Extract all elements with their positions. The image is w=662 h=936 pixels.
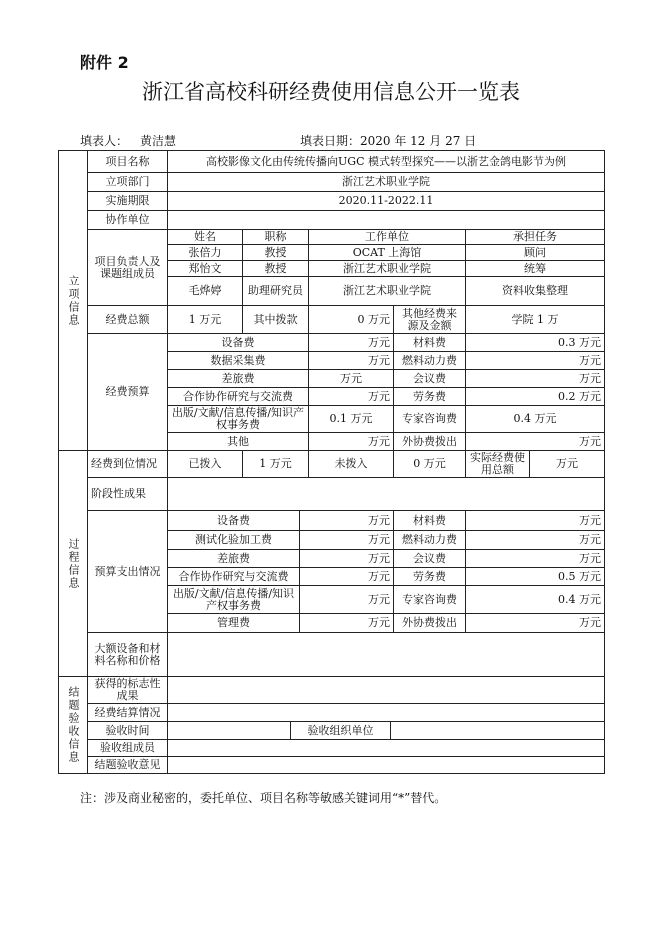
stage-label: 阶段性成果 (87, 477, 168, 511)
spend-value: 0.5 万元 (465, 567, 605, 586)
other-value: 学院 1 万 (465, 305, 605, 334)
large-value (167, 632, 605, 677)
budget-item: 燃料动力费 (393, 351, 466, 370)
arrival-label: 经费到位情况 (87, 450, 168, 478)
budget-value: 0.2 万元 (465, 387, 605, 406)
team-header: 承担任务 (465, 229, 605, 245)
result-value (167, 676, 605, 704)
spend-item: 材料费 (393, 510, 466, 531)
budget-item: 出版/文献/信息传播/知识产权事务费 (167, 405, 309, 433)
org-label: 验收组织单位 (290, 721, 391, 740)
spend-value: 万元 (299, 510, 394, 531)
spend-item: 劳务费 (393, 567, 466, 586)
budget-value: 0.3 万元 (465, 333, 605, 352)
coop-value (167, 210, 605, 230)
in-label: 已拨入 (167, 450, 243, 478)
grant-label: 其中拨款 (242, 305, 309, 334)
spend-value: 万元 (299, 613, 394, 633)
budget-value: 万元 (308, 333, 394, 352)
budget-item: 专家咨询费 (393, 405, 466, 433)
budget-item: 材料费 (393, 333, 466, 352)
team-cell: 毛烨婷 (167, 276, 243, 306)
team-header: 工作单位 (308, 229, 466, 245)
spend-value: 0.4 万元 (465, 585, 605, 614)
team-cell: 教授 (242, 244, 309, 261)
result-label: 获得的标志性成果 (87, 676, 168, 704)
time-label: 验收时间 (87, 721, 168, 740)
actual-value: 万元 (529, 450, 605, 478)
budget-label: 经费预算 (87, 333, 168, 451)
budget-item: 设备费 (167, 333, 309, 352)
org-value (390, 721, 605, 740)
settle-label: 经费结算情况 (87, 703, 168, 722)
team-cell: 浙江艺术职业学院 (308, 260, 466, 277)
spend-value: 万元 (465, 530, 605, 550)
name-value: 高校影像文化由传统传播向UGC 模式转型探究——以浙艺金鸽电影节为例 (167, 150, 605, 173)
dept-value: 浙江艺术职业学院 (167, 172, 605, 192)
team-cell: 顾问 (465, 244, 605, 261)
grant-value: 0 万元 (308, 305, 394, 334)
period-label: 实施期限 (87, 191, 168, 211)
team-cell: 统筹 (465, 260, 605, 277)
spend-label: 预算支出情况 (87, 510, 168, 633)
spend-item: 管理费 (167, 613, 300, 633)
budget-value: 万元 (308, 432, 394, 451)
section-label: 结题验收信息 (58, 676, 88, 774)
spend-item: 燃料动力费 (393, 530, 466, 550)
team-cell: 郑怡文 (167, 260, 243, 277)
team-cell: 资料收集整理 (465, 276, 605, 306)
budget-item: 外协费拨出 (393, 432, 466, 451)
filler-name: 黄洁慧 (140, 134, 177, 148)
budget-item: 合作协作研究与交流费 (167, 387, 309, 406)
name-label: 项目名称 (87, 150, 168, 173)
large-label: 大额设备和材料名称和价格 (87, 632, 168, 677)
settle-value (167, 703, 605, 722)
team-label: 项目负责人及课题组成员 (87, 229, 168, 306)
footnote: 注：涉及商业秘密的，委托单位、项目名称等敏感关键词用“*”替代。 (80, 791, 447, 805)
team-cell: 助理研究员 (242, 276, 309, 306)
total-label: 经费总额 (87, 305, 168, 334)
notin-value: 0 万元 (393, 450, 466, 478)
spend-value: 万元 (299, 567, 394, 586)
budget-value: 万元 (308, 387, 394, 406)
time-value (167, 721, 291, 740)
team-cell: 张倍力 (167, 244, 243, 261)
fill-date: 填表日期：2020 年 12 月 27 日 (300, 134, 477, 148)
spend-value: 万元 (299, 530, 394, 550)
budget-value: 万元 (465, 351, 605, 370)
budget-item: 数据采集费 (167, 351, 309, 370)
section-label: 过程信息 (58, 450, 88, 677)
spend-value: 万元 (299, 549, 394, 568)
budget-value: 万元 (308, 369, 394, 388)
budget-item: 会议费 (393, 369, 466, 388)
spend-item: 设备费 (167, 510, 300, 531)
total-value: 1 万元 (167, 305, 243, 334)
team-header: 职称 (242, 229, 309, 245)
team-cell: 浙江艺术职业学院 (308, 276, 466, 306)
spend-item: 专家咨询费 (393, 585, 466, 614)
budget-item: 劳务费 (393, 387, 466, 406)
opinion-label: 结题验收意见 (87, 756, 168, 774)
budget-item: 差旅费 (167, 369, 309, 388)
members-value (167, 739, 605, 757)
other-label: 其他经费来源及金额 (393, 305, 466, 334)
budget-value: 0.1 万元 (308, 405, 394, 433)
opinion-value (167, 756, 605, 774)
period-value: 2020.11-2022.11 (167, 191, 605, 211)
actual-label: 实际经费使用总额 (465, 450, 530, 478)
section-label: 立项信息 (58, 150, 88, 451)
coop-label: 协作单位 (87, 210, 168, 230)
in-value: 1 万元 (242, 450, 309, 478)
budget-value: 0.4 万元 (465, 405, 605, 433)
spend-item: 会议费 (393, 549, 466, 568)
spend-value: 万元 (465, 510, 605, 531)
spend-item: 合作协作研究与交流费 (167, 567, 300, 586)
spend-value: 万元 (299, 585, 394, 614)
budget-item: 其他 (167, 432, 309, 451)
spend-value: 万元 (465, 613, 605, 633)
budget-value: 万元 (465, 432, 605, 451)
budget-value: 万元 (465, 369, 605, 388)
team-cell: 教授 (242, 260, 309, 277)
spend-item: 测试化验加工费 (167, 530, 300, 550)
stage-value (167, 477, 605, 511)
notin-label: 未拨入 (308, 450, 394, 478)
attachment-label: 附件 2 (80, 53, 129, 72)
dept-label: 立项部门 (87, 172, 168, 192)
filler-label: 填表人： (80, 134, 129, 148)
budget-value: 万元 (308, 351, 394, 370)
spend-value: 万元 (465, 549, 605, 568)
page-title: 浙江省高校科研经费使用信息公开一览表 (142, 80, 520, 104)
spend-item: 出版/文献/信息传播/知识产权事务费 (167, 585, 300, 614)
spend-item: 外协费拨出 (393, 613, 466, 633)
team-cell: OCAT 上海馆 (308, 244, 466, 261)
spend-item: 差旅费 (167, 549, 300, 568)
team-header: 姓名 (167, 229, 243, 245)
members-label: 验收组成员 (87, 739, 168, 757)
